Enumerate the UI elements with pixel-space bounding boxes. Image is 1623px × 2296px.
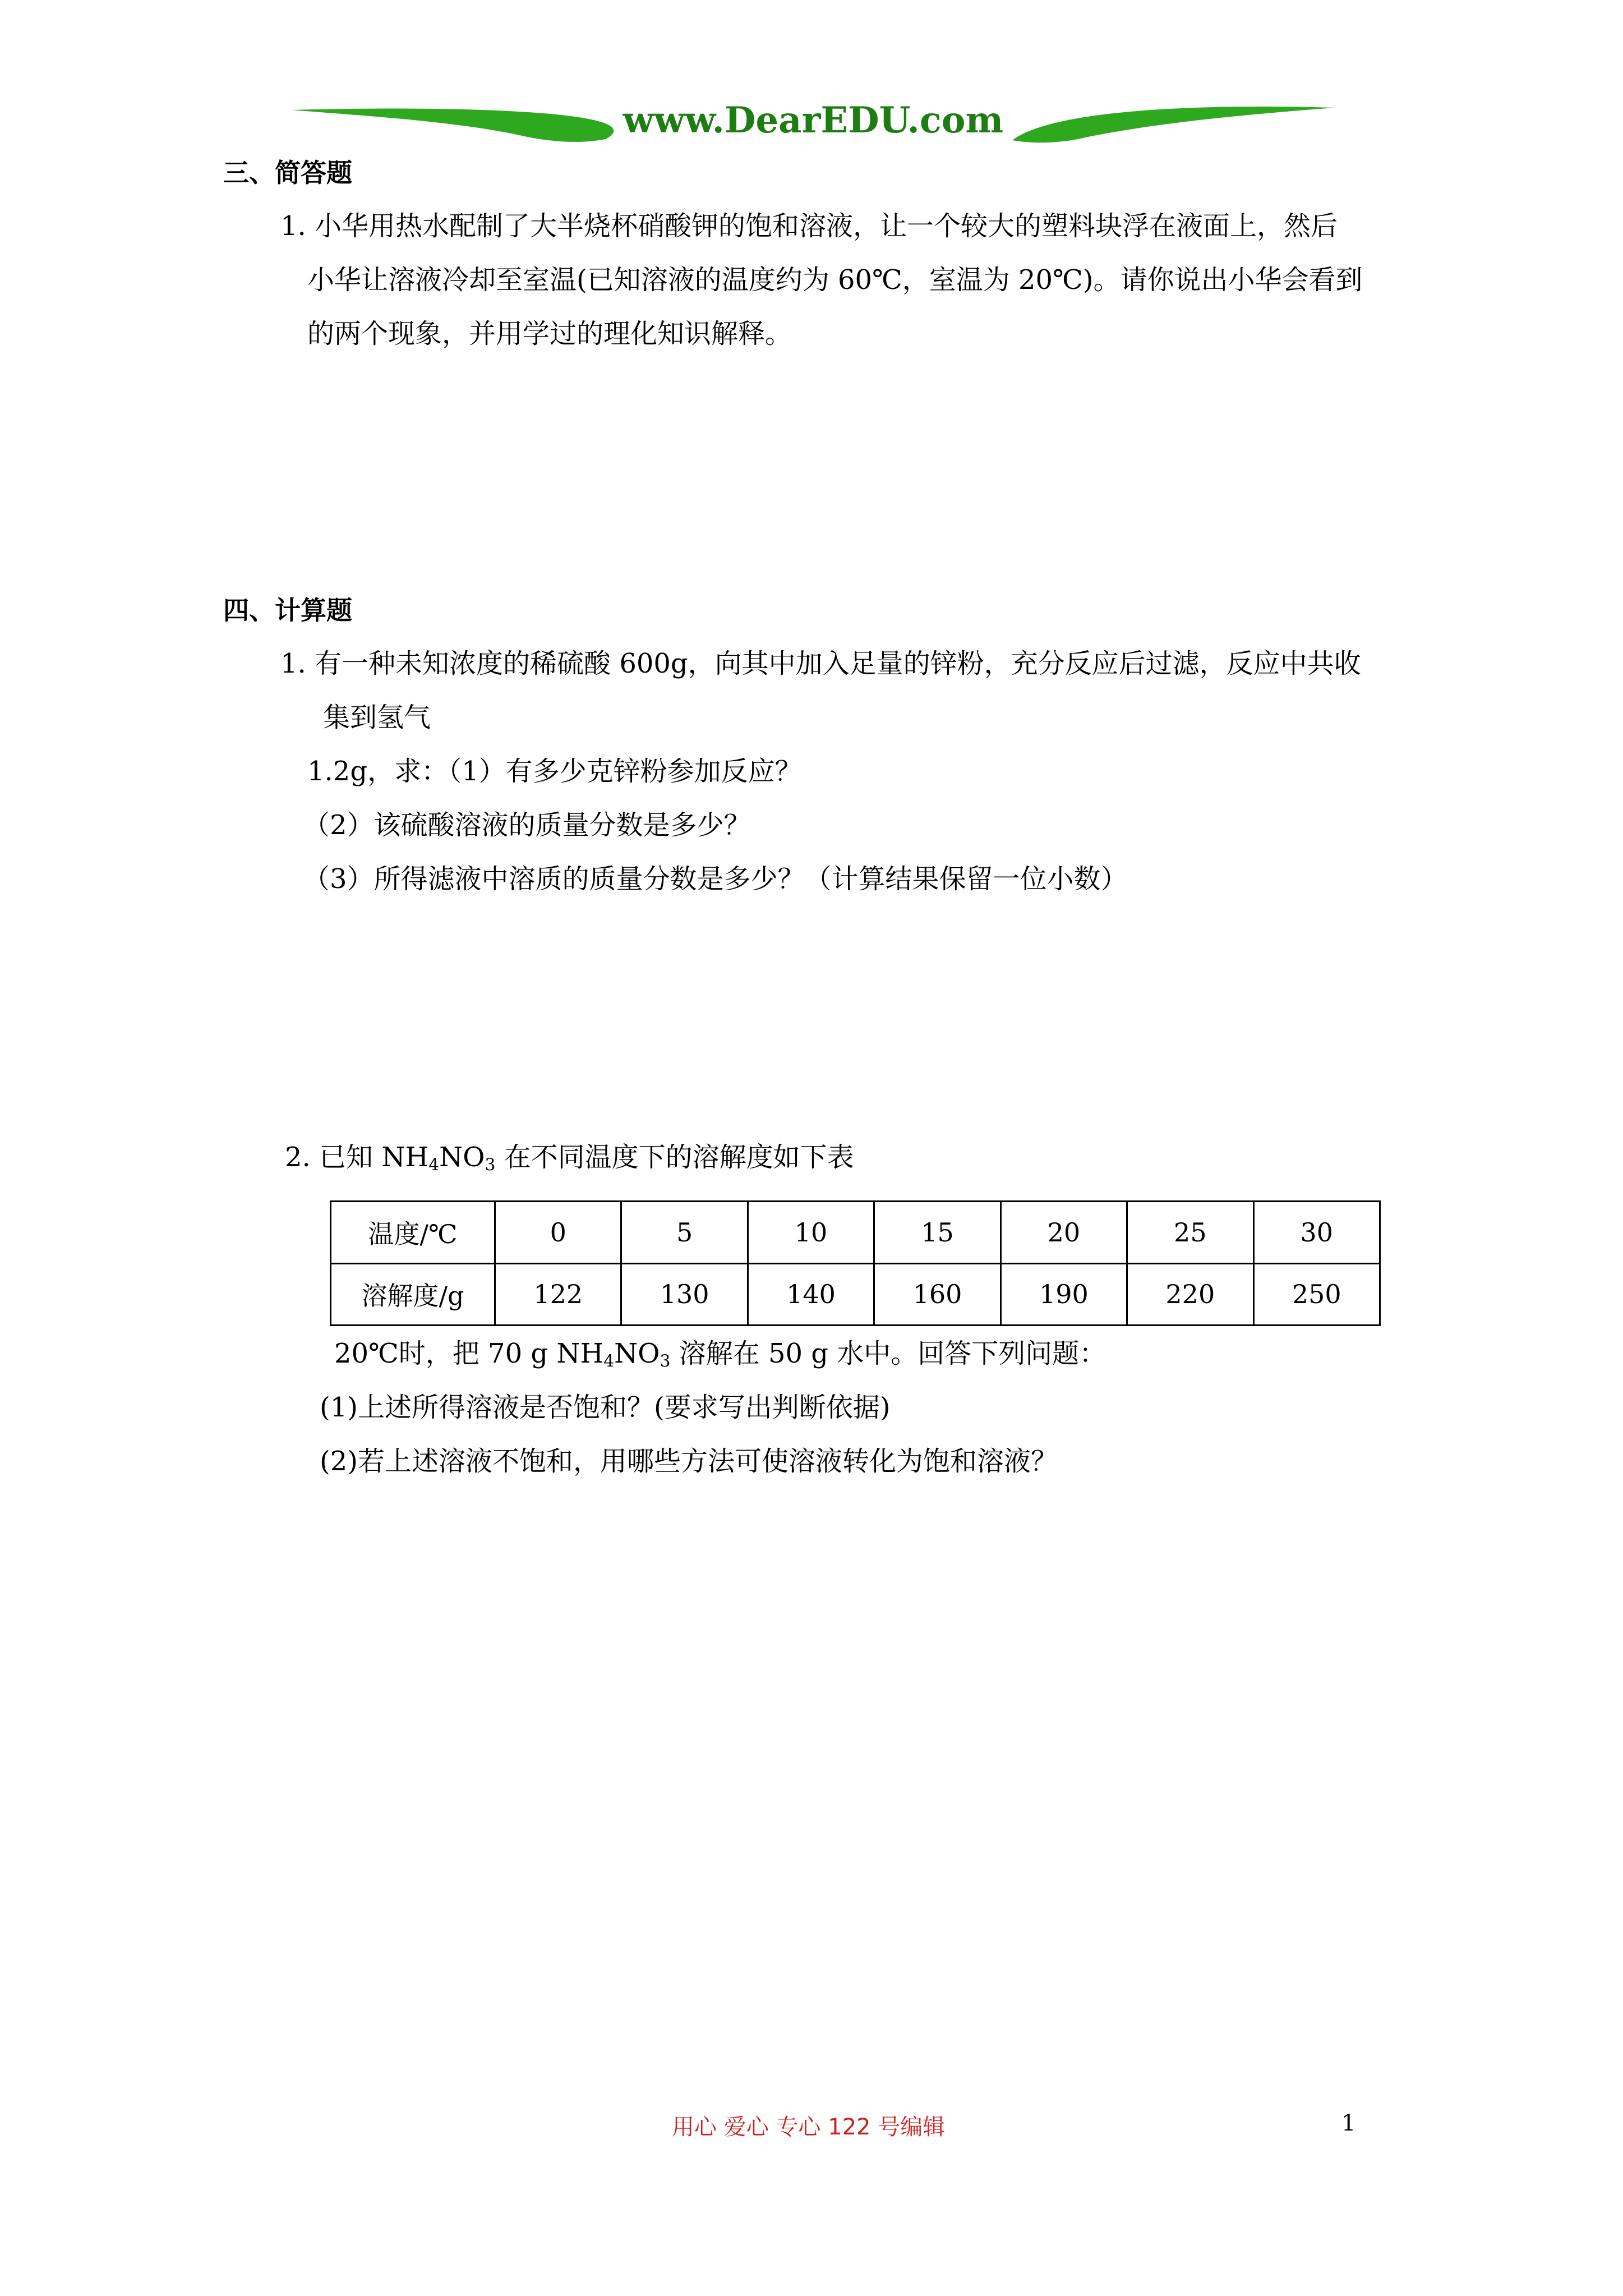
q4-2-stmt-sub2: 3: [660, 1351, 671, 1372]
q4-2-sub2: (2)若上述溶液不饱和，用哪些方法可使溶液转化为饱和溶液？: [320, 1446, 1058, 1477]
q4-2-intro-prefix: 2. 已知 NH: [285, 1142, 429, 1173]
table-row-solubility: [331, 1263, 1380, 1326]
q4-2-stmt-suffix: 溶解在 50 g 水中。回答下列问题：: [670, 1338, 1106, 1369]
solubility-cell: 130: [621, 1263, 748, 1326]
q4-2-intro-sub1: 4: [428, 1155, 440, 1175]
left-swoosh-decoration: [292, 109, 614, 142]
solubility-cell: 190: [1000, 1263, 1127, 1326]
solubility-cell: 140: [748, 1263, 874, 1326]
right-swoosh-decoration: [1012, 107, 1335, 142]
q4-1-line4: （2）该硫酸溶液的质量分数是多少？: [303, 809, 751, 841]
q4-2-intro: [285, 1130, 854, 1185]
solubility-cell: 122: [495, 1263, 621, 1326]
logo-text: www.DearEDU.com: [623, 100, 1004, 141]
temperature-cell: 0: [495, 1202, 621, 1264]
q3-1-line1: 1. 小华用热水配制了大半烧杯硝酸钾的饱和溶液，让一个较大的塑料块浮在液面上，然后: [280, 210, 1338, 242]
q4-2-stmt-sub1: 4: [603, 1351, 615, 1372]
q3-1-line3: 的两个现象，并用学过的理化知识解释。: [307, 318, 792, 349]
q4-1-line1: 1. 有一种未知浓度的稀硫酸 600g，向其中加入足量的锌粉，充分反应后过滤，反应中共收: [280, 648, 1361, 679]
q4-2-intro-suffix: 在不同温度下的溶解度如下表: [495, 1142, 854, 1173]
table-header-solubility: 溶解度/g: [331, 1263, 495, 1326]
temperature-cell: 15: [874, 1202, 1000, 1264]
temperature-cell: 25: [1127, 1202, 1253, 1264]
temperature-cell: 30: [1253, 1202, 1380, 1264]
q4-2-stmt-mid: NO: [614, 1338, 660, 1369]
header-logo: [292, 100, 1335, 150]
solubility-cell: 220: [1127, 1263, 1253, 1326]
q4-1-line2: 集到氢气: [323, 702, 431, 733]
q4-2-intro-sub2: 3: [485, 1155, 496, 1175]
q4-2-statement: [334, 1326, 1106, 1381]
q3-1-line2: 小华让溶液冷却至室温(已知溶液的温度约为 60℃，室温为 20℃)。请你说出小华会看到: [307, 264, 1363, 296]
temperature-cell: 10: [748, 1202, 874, 1264]
q4-1-line3: 1.2g，求：（1）有多少克锌粉参加反应？: [307, 756, 802, 787]
solubility-cell: 160: [874, 1263, 1000, 1326]
temperature-cell: 20: [1000, 1202, 1127, 1264]
section-title-4: 四、计算题: [223, 595, 352, 625]
footer-text: 用心 爱心 专心 122 号编辑: [672, 2114, 946, 2140]
table-header-temperature: 温度/℃: [331, 1202, 495, 1264]
page-number: 1: [1341, 2110, 1356, 2136]
q4-1-line5: （3）所得滤液中溶质的质量分数是多少？（计算结果保留一位小数）: [303, 863, 1128, 895]
temperature-cell: 5: [621, 1202, 748, 1264]
q4-2-intro-mid: NO: [439, 1142, 485, 1173]
section-title-3: 三、简答题: [223, 158, 352, 188]
q4-2-stmt-prefix: 20℃时，把 70 g NH: [334, 1338, 604, 1369]
solubility-table: [330, 1200, 1381, 1326]
q4-2-sub1: (1)上述所得溶液是否饱和？(要求写出判断依据): [320, 1392, 891, 1423]
table-row-temperature: [331, 1202, 1380, 1264]
solubility-cell: 250: [1253, 1263, 1380, 1326]
